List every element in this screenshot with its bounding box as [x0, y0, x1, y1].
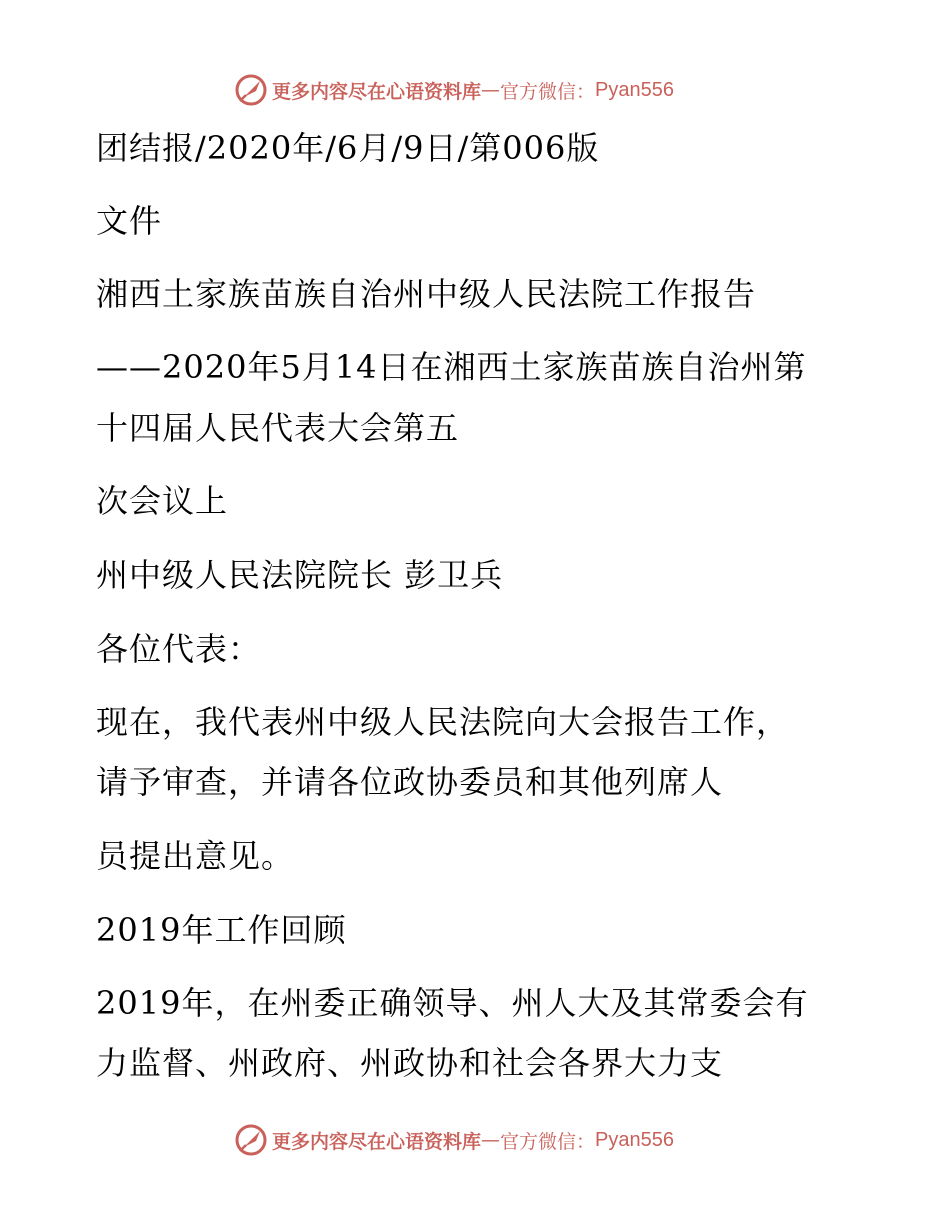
text-line: 团结报/2020年/6月/9日/第006版	[96, 129, 600, 167]
text-line: 力监督、州政府、州政协和社会各界大力支	[96, 1044, 724, 1082]
watermark-dash: —	[481, 1129, 501, 1151]
watermark-label: 官方微信：	[500, 80, 596, 103]
text-line: 现在，我代表州中级人民法院向大会报告工作，	[96, 703, 790, 741]
watermark-account: Pyan556	[595, 1128, 674, 1151]
quill-logo-icon	[234, 1123, 268, 1157]
text-line: 员提出意见。	[96, 837, 295, 875]
watermark-account: Pyan556	[595, 78, 674, 101]
watermark-brand: 更多内容尽在心语资料库	[272, 80, 482, 103]
text-line: 州中级人民法院院长 彭卫兵	[96, 556, 504, 594]
text-line: 2019年工作回顾	[96, 911, 347, 949]
text-line: 各位代表：	[96, 630, 262, 668]
text-line: 十四届人民代表大会第五	[96, 409, 460, 447]
footer-watermark	[234, 1122, 674, 1158]
header-watermark	[234, 72, 674, 108]
text-line: 次会议上	[96, 482, 229, 520]
text-line: ——2020年5月14日在湘西土家族苗族自治州第	[96, 348, 807, 386]
watermark-dash: —	[481, 79, 501, 101]
text-line: 文件	[96, 202, 163, 240]
text-line: 2019年，在州委正确领导、州人大及其常委会有	[96, 984, 809, 1022]
watermark-brand: 更多内容尽在心语资料库	[272, 1130, 482, 1153]
text-line: 请予审查，并请各位政协委员和其他列席人	[96, 763, 724, 801]
quill-logo-icon	[234, 73, 268, 107]
watermark-label: 官方微信：	[500, 1130, 596, 1153]
text-line: 湘西土家族苗族自治州中级人民法院工作报告	[96, 275, 757, 313]
